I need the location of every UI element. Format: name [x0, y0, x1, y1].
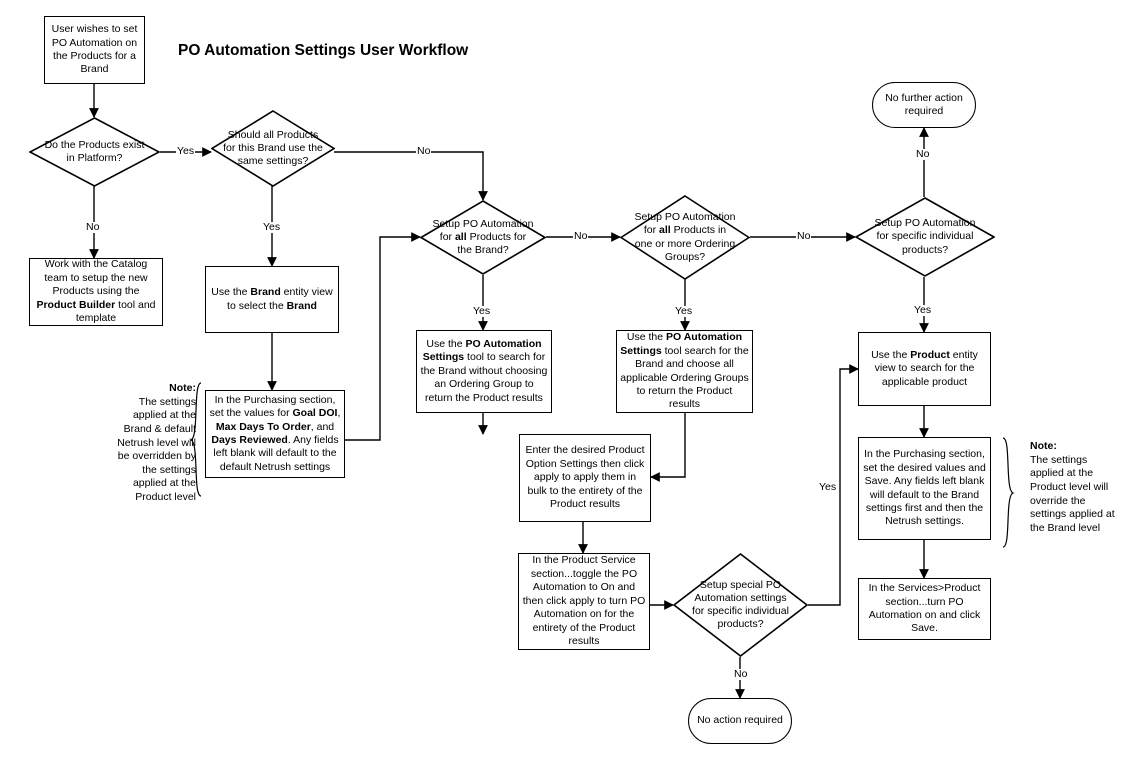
node-brand-entity-view	[205, 266, 339, 333]
edge-label-specific-yes: Yes	[914, 304, 932, 316]
note-right	[1030, 440, 1122, 535]
edge-label-same-no: No	[417, 145, 431, 157]
node-should-all-same-settings-label: Should all Products for this Brand use the same settings?	[223, 128, 323, 168]
note-left-body: The settings applied at the Brand & default Netrush level will be overridden by the settings applied at the Product level	[117, 395, 196, 504]
node-setup-po-ordering-groups	[620, 195, 750, 280]
node-setup-po-all-brand	[420, 200, 546, 275]
node-start-label: User wishes to set PO Automation on the Products for a Brand	[51, 23, 138, 76]
edge-label-exist-no: No	[86, 221, 100, 233]
note-left	[108, 382, 196, 505]
node-product-option-settings-label: Enter the desired Product Option Settings then click apply to apply them in bulk to the entirety of the Product results	[525, 444, 645, 511]
node-no-action-bottom-label: No action required	[697, 714, 783, 727]
node-services-product-section	[858, 578, 991, 640]
node-product-service-section-label: In the Product Service section...toggle the PO Automation to On and then click apply to turn PO Automation on for the entirety of the Product results	[522, 554, 646, 648]
note-right-title: Note:	[1030, 440, 1057, 452]
node-product-entity-view-label: Use the Product entity view to search for the applicable product	[871, 348, 978, 388]
node-start	[44, 16, 145, 84]
edge-label-all-groups-yes: Yes	[675, 305, 693, 317]
node-po-settings-groups	[616, 330, 753, 413]
edge-label-all-groups-no: No	[797, 230, 811, 242]
node-no-further-action-top-label: No further action required	[885, 91, 963, 117]
node-do-products-exist	[29, 117, 160, 187]
node-services-product-section-label: In the Services>Product section...turn PO Automation on and click Save.	[868, 582, 981, 635]
node-catalog-team	[29, 258, 163, 326]
note-left-brace	[189, 382, 203, 498]
edge-label-specific-no: No	[916, 148, 930, 160]
edge-label-special-no: No	[734, 668, 748, 680]
node-product-service-section	[518, 553, 650, 650]
node-purchasing-product	[858, 437, 991, 540]
node-setup-po-ordering-groups-label: Setup PO Automation for all Products in one or more Ordering Groups?	[634, 211, 736, 263]
note-right-brace	[1000, 437, 1016, 549]
node-product-option-settings	[519, 434, 651, 522]
edge-label-all-brand-no: No	[574, 230, 588, 242]
node-catalog-team-label: Work with the Catalog team to setup the new Products using the Product Builder tool and template	[36, 258, 156, 325]
page-title: PO Automation Settings User Workflow	[178, 42, 469, 59]
note-right-body: The settings applied at the Product level will override the settings applied at the Brand level	[1030, 453, 1115, 534]
node-brand-entity-view-label: Use the Brand entity view to select the Brand	[211, 286, 333, 312]
edge-label-same-yes: Yes	[263, 221, 281, 233]
note-left-title: Note:	[169, 382, 196, 394]
edge-label-exist-yes: Yes	[177, 145, 195, 157]
node-purchasing-brand	[205, 390, 345, 478]
node-po-settings-brand-label: Use the PO Automation Settings tool to search for the Brand without choosing an Ordering Group to return the Product results	[420, 337, 548, 404]
node-should-all-same-settings	[211, 110, 335, 187]
node-purchasing-brand-label: In the Purchasing section, set the values for Goal DOI, Max Days To Order, and Days Reviewed. Any fields left blank will default to the default Netrush settings	[209, 393, 341, 473]
node-setup-special-po	[673, 553, 808, 657]
edge-label-special-yes: Yes	[819, 481, 837, 493]
node-po-settings-groups-label: Use the PO Automation Settings tool search for the Brand and choose all applicable Ordering Groups to return the Product results	[620, 331, 749, 411]
node-setup-special-po-label: Setup special PO Automation settings for specific individual products?	[692, 578, 789, 631]
node-do-products-exist-label: Do the Products exist in Platform?	[44, 138, 145, 164]
node-product-entity-view	[858, 332, 991, 406]
node-purchasing-product-label: In the Purchasing section, set the desired values and Save. Any fields left blank will default to the Brand settings first and then the Netrush settings.	[863, 448, 986, 528]
node-po-settings-brand	[416, 330, 552, 413]
node-no-further-action-top	[872, 82, 976, 128]
node-setup-po-specific	[855, 197, 995, 277]
node-setup-po-all-brand-label: Setup PO Automation for all Products for the Brand?	[432, 217, 534, 257]
edge-label-all-brand-yes: Yes	[473, 305, 491, 317]
node-no-action-bottom	[688, 698, 792, 744]
node-setup-po-specific-label: Setup PO Automation for specific individual products?	[874, 217, 976, 256]
